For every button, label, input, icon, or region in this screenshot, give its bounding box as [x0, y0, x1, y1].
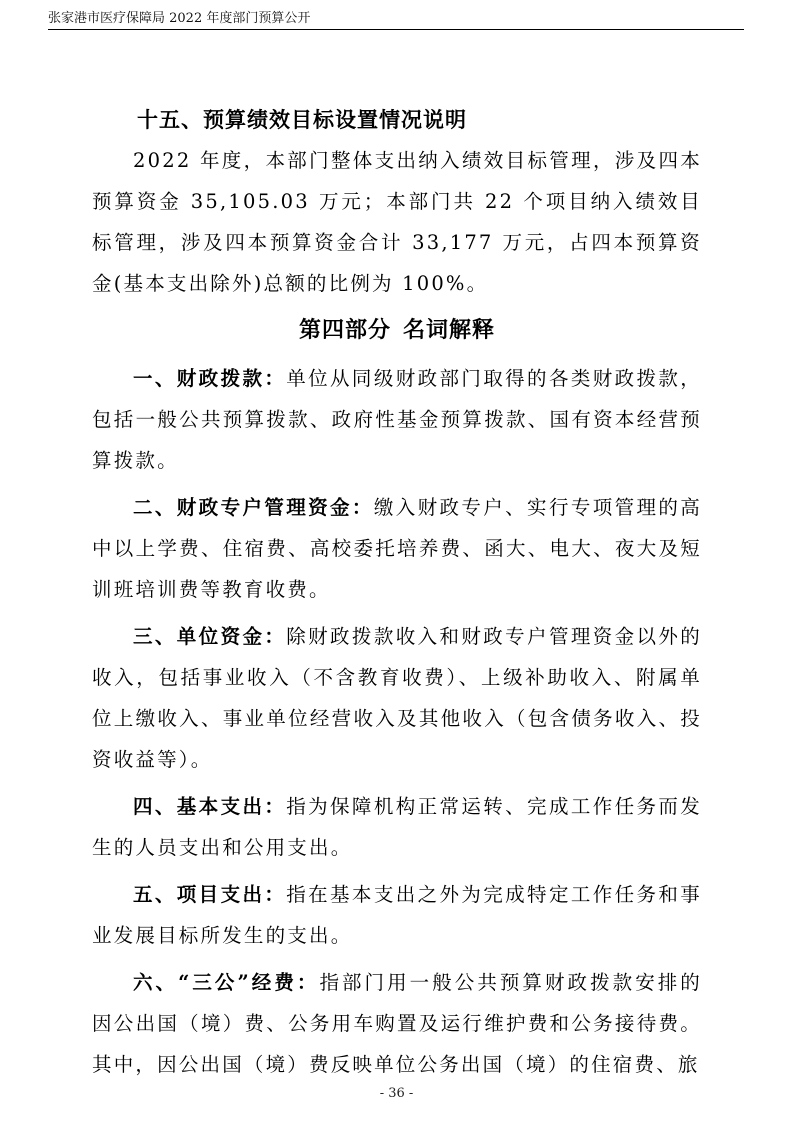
term-definition: 单位从同级财政部门取得的各类财政拨款，包括一般公共预算拨款、政府性基金预算拨款、国有资本经营预算拨款。	[92, 367, 702, 472]
term-paragraph-4	[92, 786, 702, 868]
term-definition: 除财政拨款收入和财政专户管理资金以外的收入，包括事业收入（不含教育收费）、上级补助收入、附属单位上缴收入、事业单位经营收入及其他收入（包含债务收入、投资收益等）。	[92, 625, 702, 771]
part-four-title	[92, 310, 702, 350]
term-label: 一、财政拨款：	[133, 367, 287, 390]
section-heading-15: 十五、预算绩效目标设置情况说明	[137, 107, 467, 132]
page-number: - 36 -	[379, 1086, 414, 1101]
page-body	[92, 100, 702, 1085]
running-header: 张家港市医疗保障局 2022 年度部门预算公开	[48, 11, 311, 26]
term-definition: 缴入财政专户、实行专项管理的高中以上学费、住宿费、高校委托培养费、函大、电大、夜大及短训班培训费等教育收费。	[92, 496, 702, 601]
term-label: 五、项目支出：	[133, 883, 287, 906]
term-label: 四、基本支出：	[133, 795, 287, 818]
term-paragraph-5	[92, 874, 702, 956]
section-15-paragraph: 2022 年度，本部门整体支出纳入绩效目标管理，涉及四本预算资金 35,105.03 万元；本部门共 22 个项目纳入绩效目标管理，涉及四本预算资金合计 33,177 万元，占四本预算资金(基本支出除外)总额的比例为 100%。	[92, 149, 702, 295]
term-paragraph-6	[92, 962, 702, 1085]
term-paragraph-3	[92, 616, 702, 780]
header-divider	[48, 29, 744, 30]
term-definition: 指在基本支出之外为完成特定工作任务和事业发展目标所发生的支出。	[92, 883, 702, 947]
term-label: 六、“三公”经费：	[133, 971, 320, 994]
term-label: 二、财政专户管理资金：	[133, 496, 374, 519]
part-four-label: 第四部分	[298, 317, 391, 343]
term-paragraph-1	[92, 358, 702, 481]
term-label: 三、单位资金：	[133, 625, 287, 648]
term-definition: 指部门用一般公共预算财政拨款安排的因公出国（境）费、公务用车购置及运行维护费和公务接待费。其中，因公出国（境）费反映单位公务出国（境）的住宿费、旅	[92, 971, 703, 1076]
term-definition: 指为保障机构正常运转、完成工作任务而发生的人员支出和公用支出。	[92, 795, 702, 859]
part-four-subtitle: 名词解释	[403, 317, 496, 343]
term-paragraph-2	[92, 487, 702, 610]
